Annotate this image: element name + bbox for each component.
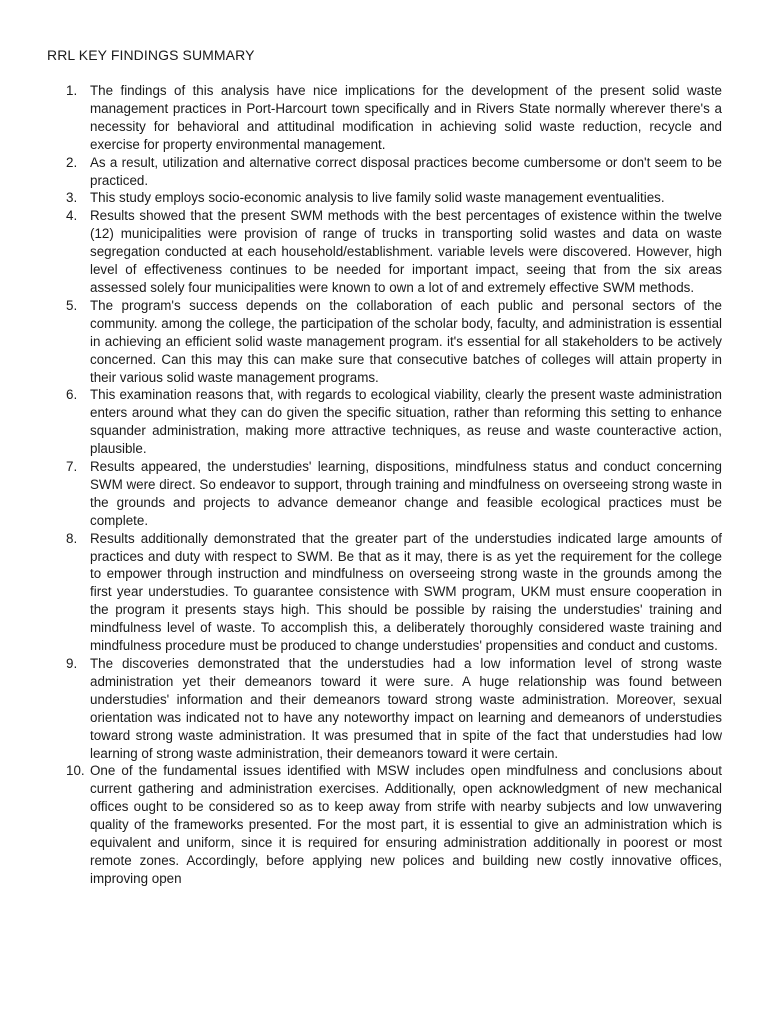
item-number: 2. xyxy=(66,154,78,170)
item-number: 1. xyxy=(66,83,78,98)
item-number: 9. xyxy=(66,656,78,671)
list-item xyxy=(48,189,722,207)
list-item xyxy=(48,655,722,762)
item-text: One of the fundamental issues identified with MSW includes open mindfulness and conclusions about current gathering and administration exercises. Additionally, open acknowledgment of new mechanical offices ought to be considered so as to keep away from strife with nearby subjects and low unwavering quality of the frameworks presented. For the most part, it is essential to give an administration which is equivalent and uniform, since it is required for ensuring administration additionally in poorest or most remote zones. Accordingly, before applying new polices and building new costly innovative offices, improving open xyxy=(90,763,722,886)
item-number: 3. xyxy=(66,190,78,206)
document-title: RRL KEY FINDINGS SUMMARY xyxy=(47,47,255,63)
item-number: 8. xyxy=(66,530,78,546)
item-number: 5. xyxy=(66,297,78,313)
findings-list xyxy=(48,82,722,888)
list-item xyxy=(48,154,722,190)
list-item xyxy=(48,458,722,530)
list-item xyxy=(48,207,722,297)
item-text: This study employs socio-economic analysis to live family solid waste management eventualities. xyxy=(90,190,665,206)
item-text: Results showed that the present SWM methods with the best percentages of existence within the twelve (12) municipalities were provision of range of trucks in transporting solid wastes and data on waste segregation conducted at each household/establishment. variable levels were discovered. However, high level of effectiveness continues to be needed for important impact, seeing that from the six areas assessed solely four municipalities were known to own a lot of and extremely effective SWM methods. xyxy=(90,208,722,295)
item-text: Results additionally demonstrated that the greater part of the understudies indicated large amounts of practices and duty with respect to SWM. Be that as it may, there is as yet the requirement for the college to empower through instruction and mindfulness on overseeing strong waste in the grounds among the first year understudies. To guarantee consistence with SWM program, UKM must ensure cooperation in the program it presents stays high. This should be possible by raising the understudies' training and mindfulness level of waste. To accomplish this, a deliberately thoroughly considered waste training and mindfulness procedure must be produced to change understudies' propensities and conduct and customs. xyxy=(90,530,722,654)
item-text: The program's success depends on the collaboration of each public and personal sectors of the community. among the college, the participation of the scholar body, faculty, and administration is essential in achieving an efficient solid waste management program. it's essential for all stakeholders to be actively concerned. Can this may this can make sure that consecutive batches of colleges will attain property in their various solid waste management programs. xyxy=(90,297,722,385)
item-text: Results appeared, the understudies' learning, dispositions, mindfulness status and conduct concerning SWM were direct. So endeavor to support, through training and mindfulness on overseeing strong waste in the grounds and projects to advance demeanor change and feasible ecological practices must be complete. xyxy=(90,459,722,528)
item-text: As a result, utilization and alternative correct disposal practices become cumbersome or don't seem to be practiced. xyxy=(90,154,722,188)
item-number: 10. xyxy=(66,763,85,779)
list-item xyxy=(48,386,722,458)
item-text: The discoveries demonstrated that the understudies had a low information level of strong waste administration yet their demeanors toward it were sure. A huge relationship was found between understudies' information and their demeanors toward strong waste administration. Moreover, sexual orientation was indicated not to have any noteworthy impact on learning and demeanors of understudies toward strong waste administration. It was presumed that in spite of the fact that understudies had low learning of strong waste administration, their demeanors toward it were certain. xyxy=(90,656,722,761)
item-number: 6. xyxy=(66,387,78,403)
list-item xyxy=(48,82,722,154)
list-item xyxy=(48,762,722,887)
item-text: This examination reasons that, with regards to ecological viability, clearly the present waste administration enters around what they can do given the specific situation, rather than reforming this setting to enhance squander administration, making more attractive techniques, as reuse and waste counteractive action, plausible. xyxy=(90,387,722,457)
list-item xyxy=(48,297,722,387)
item-text: The findings of this analysis have nice implications for the development of the present solid waste management practices in Port-Harcourt town specifically and in Rivers State normally wherever there's a necessity for behavioral and attitudinal modification in achieving solid waste reduction, recycle and exercise for property environmental management. xyxy=(90,83,722,152)
item-number: 7. xyxy=(66,459,78,475)
item-number: 4. xyxy=(66,208,78,224)
list-item xyxy=(48,530,722,655)
